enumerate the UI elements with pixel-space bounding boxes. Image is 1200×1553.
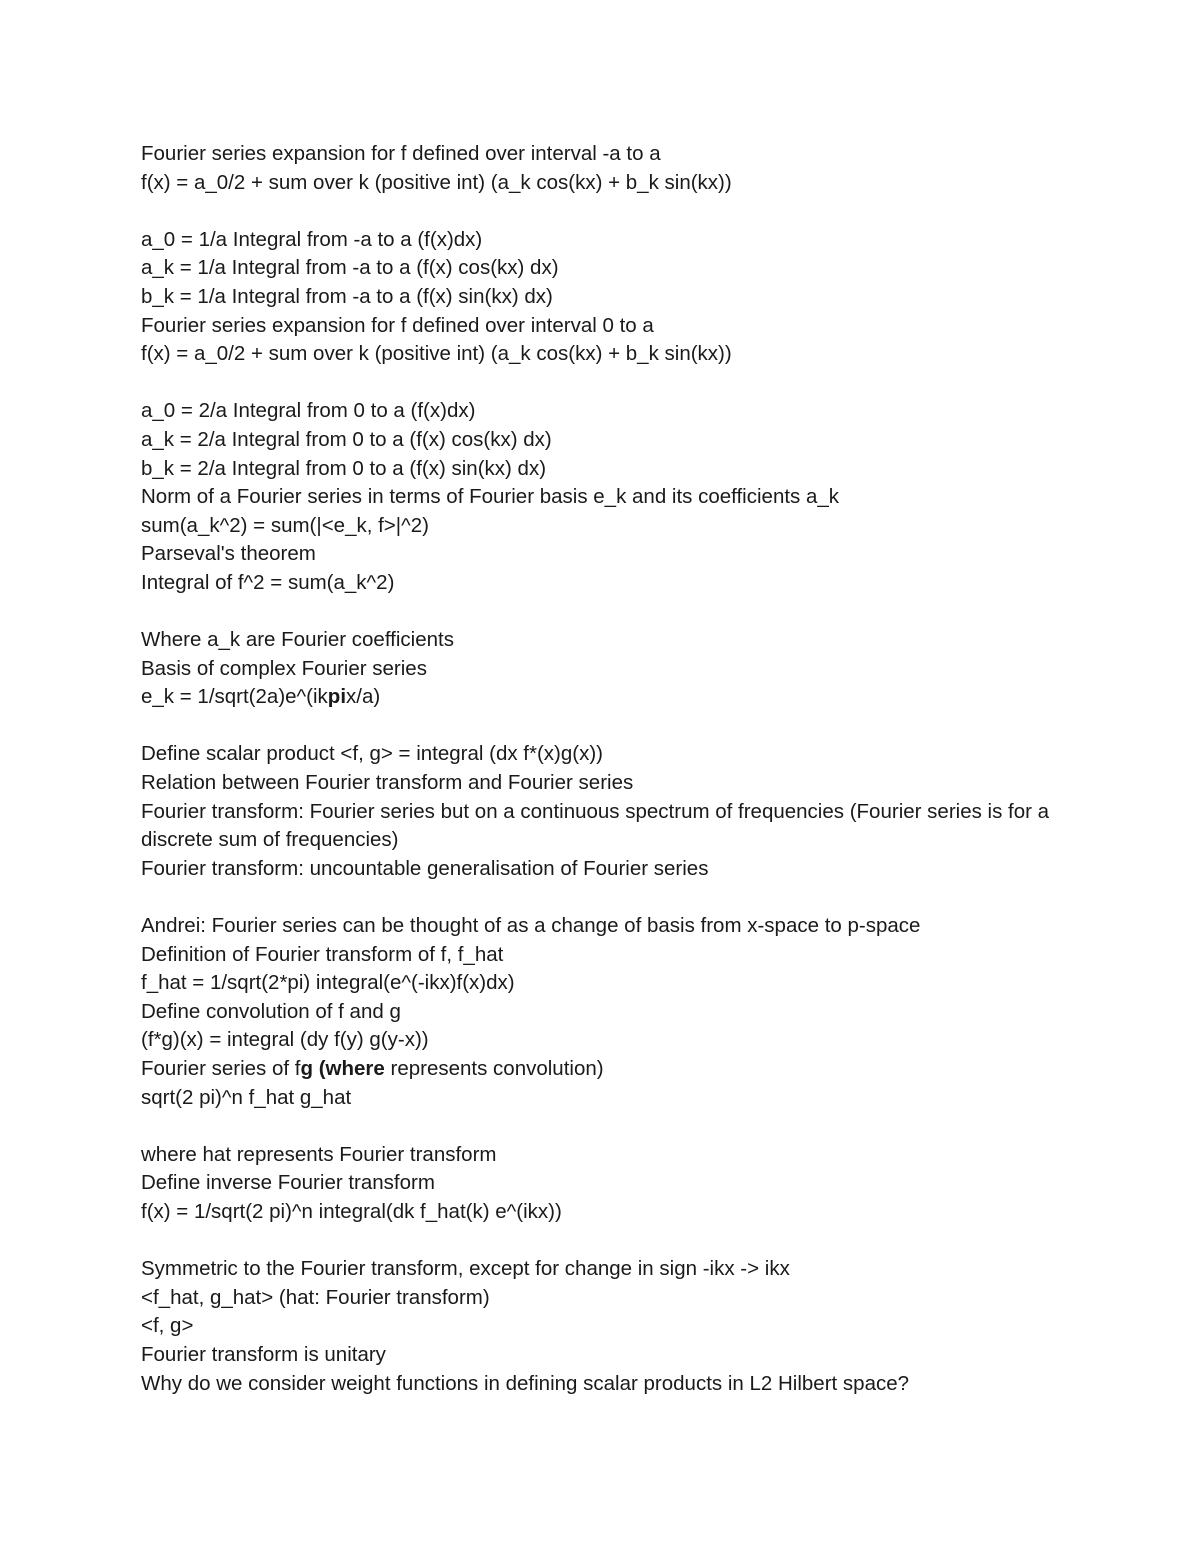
- convolution-text-part2: represents convolution): [384, 1057, 604, 1080]
- blank-line: [141, 883, 1071, 912]
- note-fourier-transform-continuous: Fourier transform: Fourier series but on a continuous spectrum of frequencies (Fourier series is for a discrete sum of frequencies): [141, 799, 1050, 852]
- note-symmetric: Symmetric to the Fourier transform, except for change in sign -ikx -> ikx: [141, 1257, 790, 1281]
- blank-line: [141, 197, 1071, 226]
- formula-complex-basis-pi: pi: [327, 685, 347, 709]
- heading-fourier-series-half: Fourier series expansion for f defined over interval 0 to a: [141, 313, 654, 337]
- heading-fourier-of-convolution: [141, 1055, 1071, 1084]
- formula-fourier-series-half: f(x) = a_0/2 + sum over k (positive int) (a_k cos(kx) + b_k sin(kx)): [141, 342, 732, 366]
- formula-inverse-transform: f(x) = 1/sqrt(2 pi)^n integral(dk f_hat(k) e^(ikx)): [141, 1199, 562, 1223]
- formula-a0-half: a_0 = 2/a Integral from 0 to a (f(x)dx): [141, 399, 476, 423]
- blank-line: [141, 1227, 1071, 1256]
- heading-norm: Norm of a Fourier series in terms of Fourier basis e_k and its coefficients a_k: [141, 485, 840, 509]
- note-fourier-transform-uncountable: Fourier transform: uncountable generalisation of Fourier series: [141, 856, 709, 880]
- formula-complex-basis: [141, 683, 1071, 712]
- question-weight-functions: Why do we consider weight functions in defining scalar products in L2 Hilbert space?: [141, 1371, 910, 1395]
- heading-parseval: Parseval's theorem: [141, 542, 316, 566]
- blank-line: [141, 369, 1071, 398]
- note-andrei: Andrei: Fourier series can be thought of as a change of basis from x-space to p-space: [141, 914, 921, 938]
- heading-fourier-series-symmetric: Fourier series expansion for f defined over interval -a to a: [141, 142, 661, 165]
- blank-line: [141, 712, 1071, 741]
- heading-inverse-transform: Define inverse Fourier transform: [141, 1171, 435, 1195]
- note-unitary: Fourier transform is unitary: [141, 1342, 386, 1366]
- formula-complex-basis-part1: e_k = 1/sqrt(2a)e^(ik: [141, 685, 328, 709]
- formula-a0: a_0 = 1/a Integral from -a to a (f(x)dx): [141, 227, 483, 251]
- blank-line: [141, 1112, 1071, 1141]
- heading-fourier-transform-definition: Definition of Fourier transform of f, f_hat: [141, 942, 504, 966]
- heading-convolution: Define convolution of f and g: [141, 999, 401, 1023]
- formula-ak-half: a_k = 2/a Integral from 0 to a (f(x) cos(kx) dx): [141, 427, 552, 451]
- formula-convolution-transform: sqrt(2 pi)^n f_hat g_hat: [141, 1085, 352, 1109]
- formula-ak: a_k = 1/a Integral from -a to a (f(x) cos(kx) dx): [141, 256, 559, 280]
- heading-relation: Relation between Fourier transform and Fourier series: [141, 771, 634, 795]
- note-hat: where hat represents Fourier transform: [141, 1142, 497, 1166]
- heading-complex-basis: Basis of complex Fourier series: [141, 656, 427, 680]
- blank-line: [141, 598, 1071, 627]
- formula-convolution: (f*g)(x) = integral (dy f(y) g(y-x)): [141, 1028, 429, 1052]
- formula-norm: sum(a_k^2) = sum(|<e_k, f>|^2): [141, 513, 429, 537]
- formula-f-hat: f_hat = 1/sqrt(2*pi) integral(e^(-ikx)f(x)dx): [141, 971, 515, 995]
- formula-scalar-product: Define scalar product <f, g> = integral (dx f*(x)g(x)): [141, 742, 604, 766]
- convolution-text-bold: g (where: [300, 1057, 385, 1080]
- document-body: [141, 140, 1071, 1398]
- convolution-text-part1: Fourier series of f: [141, 1057, 301, 1080]
- formula-complex-basis-part2: x/a): [346, 685, 381, 709]
- formula-fourier-series: f(x) = a_0/2 + sum over k (positive int) (a_k cos(kx) + b_k sin(kx)): [141, 170, 732, 194]
- formula-bk: b_k = 1/a Integral from -a to a (f(x) sin(kx) dx): [141, 284, 553, 308]
- note-coefficients: Where a_k are Fourier coefficients: [141, 628, 454, 652]
- formula-parseval: Integral of f^2 = sum(a_k^2): [141, 570, 395, 594]
- formula-bk-half: b_k = 2/a Integral from 0 to a (f(x) sin(kx) dx): [141, 456, 547, 480]
- formula-product: <f, g>: [141, 1314, 194, 1338]
- formula-hat-product: <f_hat, g_hat> (hat: Fourier transform): [141, 1285, 490, 1309]
